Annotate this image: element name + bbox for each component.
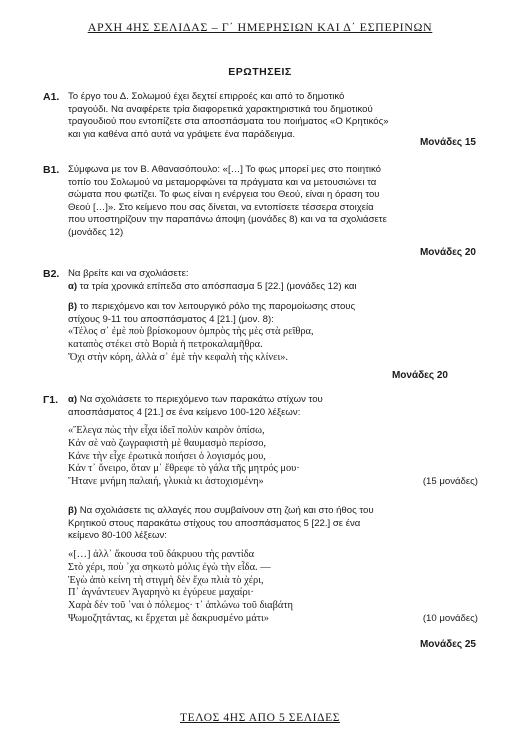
text-line: τραγούδι. Να αναφέρετε τρία διαφορετικά χαρακτηριστικά του δημοτικού xyxy=(68,103,373,115)
text-line xyxy=(68,301,476,314)
text-line: τοπίο του Σολωμού να μεταμορφώνει τα πράγματα και να μετουσιώνει τα xyxy=(68,176,377,188)
text-line: που υποστηρίζουν την παραπάνω άποψη (μονάδες 8) και να τα σχολιάσετε xyxy=(68,214,387,226)
question-a1-text xyxy=(68,91,476,141)
part-label: β) xyxy=(68,505,78,516)
part-text: το περιεχόμενο και τον λειτουργικό ρόλο της παρομοίωσης στους xyxy=(77,301,356,313)
question-g1-marks: Μονάδες 25 xyxy=(419,639,476,650)
text-line: Κρητικού στους παρακάτω στίχους του αποσπάσματος 5 [22.] σε ένα xyxy=(68,517,361,529)
part-b-marks: (10 μονάδες) xyxy=(422,612,478,624)
text-line xyxy=(68,394,476,407)
poem-line-text: Ψωμοζητάντας, κι ἔρχεται μὲ δακρυσμένο μάτι» xyxy=(68,612,269,624)
poem-line: «Ἔλεγα πὼς τὴν εἶχα ἰδεῖ πολὺν καιρὸν ὀπίσω, xyxy=(68,425,265,436)
text-line: Το έργο του Δ. Σολωμού έχει δεχτεί επιρροές και από το δημοτικό xyxy=(68,91,345,102)
text-line: αποσπάσματος 4 [21.] σε ένα κείμενο 100-120 λέξεων: xyxy=(68,406,301,418)
text-line: τραγουδιού που εντοπίζετε στα αποσπάσματα του ποιήματος «Ο Κρητικός» xyxy=(68,116,389,128)
question-b1-label: Β1. xyxy=(43,164,60,176)
question-a1-label: Α1. xyxy=(43,91,60,103)
section-title: ΕΡΩΤΗΣΕΙΣ xyxy=(228,66,292,78)
poem-excerpt-b xyxy=(68,549,478,626)
poem-line: «Τέλος σ᾿ ἐμὲ ποὺ βρίσκομουν ὀμπρὸς τὴς μὲς στὰ ρεῖθρα, xyxy=(68,326,314,337)
part-label: α) xyxy=(68,280,78,292)
poem-line: Ὄχι στὴν κόρη, ἀλλὰ σ᾿ ἐμὲ τὴν κεφαλὴ τὴς κλίνει». xyxy=(68,351,289,363)
question-b1-text xyxy=(68,164,476,240)
part-text: Να σχολιάσετε τις αλλαγές που συμβαίνουν στη ζωή και στο ήθος του xyxy=(77,505,374,516)
poem-line: καταπὸς στέκει στὸ Βοριὰ ἡ πετροκαλαμῆθρα. xyxy=(68,338,263,350)
text-line: στίχους 9-11 του αποσπάσματος 4 [21.] (μον. 8): xyxy=(68,313,274,325)
text-line: και για καθένα από αυτά να γράψετε ένα παράδειγμα. xyxy=(68,128,296,140)
text-line: σώματα που φωτίζει. Το φως είναι η ενέργεια του Θεού, είναι η όραση του xyxy=(68,189,380,201)
poem-line: Κἀνε τὴν εἶχε ἐρωτικὰ ποιήσει ὁ λογισμός μου, xyxy=(68,450,266,462)
question-b2-label: Β2. xyxy=(43,268,60,280)
text-line: Σύμφωνα με τον Β. Αθανασόπουλο: «[…] Το φως μπορεί μες στο ποιητικό xyxy=(68,164,382,175)
text-line: Να βρείτε και να σχολιάσετε: xyxy=(68,268,189,279)
poem-excerpt xyxy=(68,326,478,364)
poem-line: Κἀν τ᾿ ὄνειρο, ὅταν μ᾿ ἔθρεφε τὸ γάλα τῆς μητρός μου· xyxy=(68,463,300,475)
question-a1-marks: Μονάδες 15 xyxy=(419,137,476,148)
poem-line: Ἐγὼ ἀπὸ κείνη τὴ στιγμὴ δὲν ἔχω πλιὰ τὸ χέρι, xyxy=(68,574,264,586)
question-b2-text xyxy=(68,268,476,326)
poem-excerpt-a xyxy=(68,425,478,489)
poem-line: Στὸ χέρι, ποὺ ᾿χα σηκωτὸ μόλις ἐγὼ τὴν εἶδα. — xyxy=(68,561,271,573)
poem-line xyxy=(68,476,478,489)
page-footer: ΤΕΛΟΣ 4ΗΣ ΑΠΟ 5 ΣΕΛΙΔΕΣ xyxy=(180,712,340,724)
poem-line: Π᾿ ἀγνάντευεν Ἀγαρηνὸ κι ἐγύρευε μαχαίρι· xyxy=(68,587,254,599)
page-header: ΑΡΧΗ 4ΗΣ ΣΕΛΙΔΑΣ – Γ΄ ΗΜΕΡΗΣΙΩΝ ΚΑΙ Δ΄ ΕΣΠΕΡΙΝΩΝ xyxy=(87,20,433,34)
part-label: α) xyxy=(68,394,78,405)
text-line xyxy=(68,505,476,518)
poem-line: Χαρὰ δὲν τοῦ ᾿ναι ὁ πόλεμος· τ᾿ ἁπλώνω τοῦ διαβάτη xyxy=(68,600,293,612)
question-g1-label: Γ1. xyxy=(43,394,59,406)
part-text: τα τρία χρονικά επίπεδα στο απόσπασμα 5 [22.] (μονάδες 12) και xyxy=(77,280,357,292)
text-line: (μονάδες 12) xyxy=(68,226,124,238)
question-b2-marks: Μονάδες 20 xyxy=(391,370,448,381)
text-line: Θεού […]». Στο κείμενο που σας δίνεται, να εντοπίσετε τέσσερα στοιχεία xyxy=(68,201,374,213)
poem-line: «[…] ἀλλ᾿ ἄκουσα τοῦ δάκρυου τὴς ραντίδα xyxy=(68,549,255,560)
part-label: β) xyxy=(68,301,78,313)
question-g1-text-a xyxy=(68,394,476,419)
question-g1-text-b xyxy=(68,505,476,543)
part-text: Να σχολιάσετε το περιεχόμενο των παρακάτω στίχων του xyxy=(77,394,323,405)
poem-line: Κἀν σὲ ναὸ ζωγραφιστὴ μὲ θαυμασμὸ περίσσο, xyxy=(68,437,266,449)
text-line: κείμενο 80-100 λέξεων: xyxy=(68,530,167,542)
part-a-marks: (15 μονάδες) xyxy=(422,476,478,488)
question-b1-marks: Μονάδες 20 xyxy=(419,247,476,258)
poem-line-text: Ἤτανε μνήμη παλαιή, γλυκιὰ κι ἀστοχισμένη» xyxy=(68,476,264,488)
text-line xyxy=(68,281,476,294)
poem-line xyxy=(68,613,478,626)
